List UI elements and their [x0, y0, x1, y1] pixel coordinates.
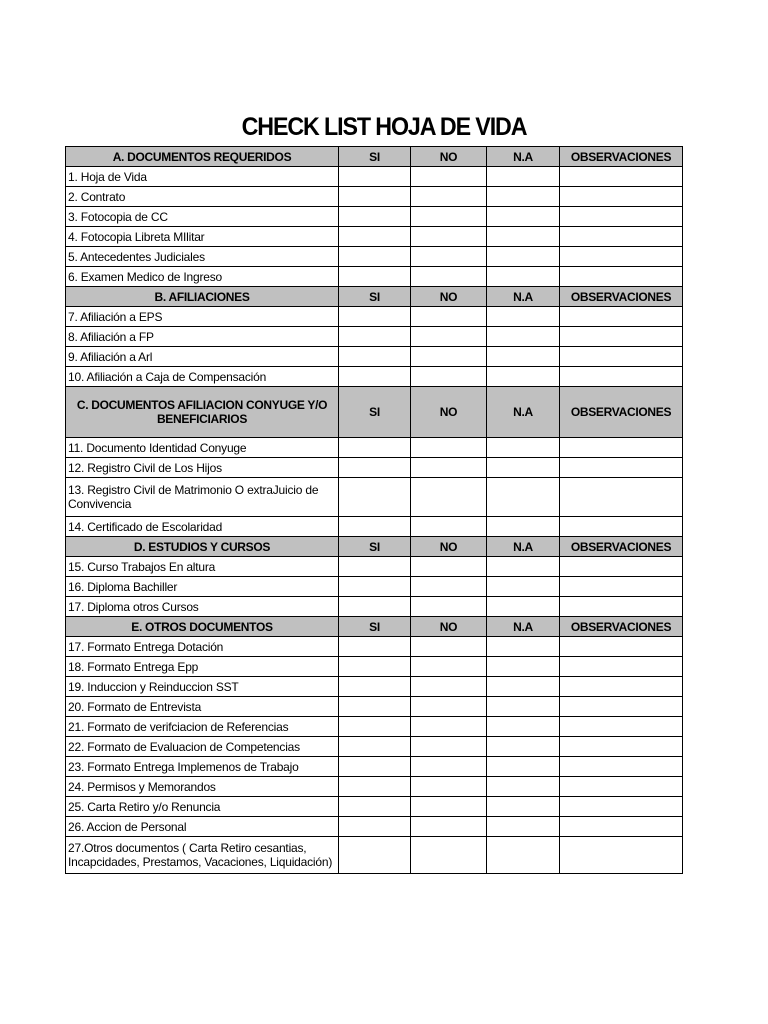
si-cell[interactable] [339, 247, 411, 267]
item-label: 5. Antecedentes Judiciales [66, 247, 339, 267]
item-label: 24. Permisos y Memorandos [66, 777, 339, 797]
no-cell[interactable] [411, 597, 487, 617]
section-header-row [66, 617, 683, 637]
item-label: 26. Accion de Personal [66, 817, 339, 837]
column-si: SI [339, 617, 411, 637]
na-cell[interactable] [487, 677, 560, 697]
no-cell[interactable] [411, 247, 487, 267]
observaciones-cell[interactable] [560, 267, 683, 287]
table-row [66, 657, 683, 677]
si-cell[interactable] [339, 367, 411, 387]
column-na: N.A [487, 537, 560, 557]
table-row [66, 167, 683, 187]
section-header: E. OTROS DOCUMENTOS [66, 617, 339, 637]
item-label: 23. Formato Entrega Implemenos de Trabajo [66, 757, 339, 777]
table-row [66, 247, 683, 267]
no-cell[interactable] [411, 207, 487, 227]
section-header: D. ESTUDIOS Y CURSOS [66, 537, 339, 557]
na-cell[interactable] [487, 247, 560, 267]
si-cell[interactable] [339, 817, 411, 837]
observaciones-cell[interactable] [560, 777, 683, 797]
si-cell[interactable] [339, 797, 411, 817]
si-cell[interactable] [339, 327, 411, 347]
table-row [66, 227, 683, 247]
table-row [66, 737, 683, 757]
na-cell[interactable] [487, 837, 560, 874]
na-cell[interactable] [487, 227, 560, 247]
column-na: N.A [487, 387, 560, 438]
na-cell[interactable] [487, 167, 560, 187]
column-no: NO [411, 387, 487, 438]
item-label: 27.Otros documentos ( Carta Retiro cesantias, Incapcidades, Prestamos, Vacaciones, Liquidación) [66, 837, 339, 874]
na-cell[interactable] [487, 557, 560, 577]
table-row [66, 187, 683, 207]
section-header-row [66, 387, 683, 438]
column-observaciones: OBSERVACIONES [560, 147, 683, 167]
na-cell[interactable] [487, 717, 560, 737]
table-row [66, 458, 683, 478]
table-row [66, 817, 683, 837]
si-cell[interactable] [339, 187, 411, 207]
si-cell[interactable] [339, 307, 411, 327]
section-header: C. DOCUMENTOS AFILIACION CONYUGE Y/O BENEFICIARIOS [66, 387, 339, 438]
observaciones-cell[interactable] [560, 517, 683, 537]
table-row [66, 637, 683, 657]
no-cell[interactable] [411, 187, 487, 207]
section-header-row [66, 287, 683, 307]
si-cell[interactable] [339, 167, 411, 187]
no-cell[interactable] [411, 478, 487, 517]
si-cell[interactable] [339, 577, 411, 597]
table-row [66, 207, 683, 227]
observaciones-cell[interactable] [560, 757, 683, 777]
table-row [66, 267, 683, 287]
column-na: N.A [487, 147, 560, 167]
si-cell[interactable] [339, 597, 411, 617]
table-row [66, 677, 683, 697]
na-cell[interactable] [487, 737, 560, 757]
observaciones-cell[interactable] [560, 697, 683, 717]
table-row [66, 597, 683, 617]
item-label: 17. Formato Entrega Dotación [66, 637, 339, 657]
no-cell[interactable] [411, 817, 487, 837]
item-label: 17. Diploma otros Cursos [66, 597, 339, 617]
column-si: SI [339, 537, 411, 557]
na-cell[interactable] [487, 458, 560, 478]
column-no: NO [411, 147, 487, 167]
column-observaciones: OBSERVACIONES [560, 617, 683, 637]
table-row [66, 697, 683, 717]
na-cell[interactable] [487, 187, 560, 207]
table-row [66, 577, 683, 597]
si-cell[interactable] [339, 757, 411, 777]
table-row [66, 517, 683, 537]
item-label: 25. Carta Retiro y/o Renuncia [66, 797, 339, 817]
si-cell[interactable] [339, 777, 411, 797]
item-label: 10. Afiliación a Caja de Compensación [66, 367, 339, 387]
si-cell[interactable] [339, 347, 411, 367]
item-label: 4. Fotocopia Libreta MIlitar [66, 227, 339, 247]
column-si: SI [339, 147, 411, 167]
column-no: NO [411, 617, 487, 637]
observaciones-cell[interactable] [560, 737, 683, 757]
no-cell[interactable] [411, 557, 487, 577]
no-cell[interactable] [411, 267, 487, 287]
no-cell[interactable] [411, 347, 487, 367]
si-cell[interactable] [339, 657, 411, 677]
column-observaciones: OBSERVACIONES [560, 537, 683, 557]
observaciones-cell[interactable] [560, 438, 683, 458]
table-row [66, 717, 683, 737]
item-label: 13. Registro Civil de Matrimonio O extraJuicio de Convivencia [66, 478, 339, 517]
observaciones-cell[interactable] [560, 478, 683, 517]
no-cell[interactable] [411, 777, 487, 797]
no-cell[interactable] [411, 458, 487, 478]
table-row [66, 327, 683, 347]
si-cell[interactable] [339, 717, 411, 737]
table-row [66, 438, 683, 458]
na-cell[interactable] [487, 797, 560, 817]
na-cell[interactable] [487, 637, 560, 657]
item-label: 7. Afiliación a EPS [66, 307, 339, 327]
item-label: 12. Registro Civil de Los Hijos [66, 458, 339, 478]
table-row [66, 307, 683, 327]
na-cell[interactable] [487, 577, 560, 597]
observaciones-cell[interactable] [560, 677, 683, 697]
si-cell[interactable] [339, 207, 411, 227]
column-na: N.A [487, 287, 560, 307]
na-cell[interactable] [487, 307, 560, 327]
no-cell[interactable] [411, 517, 487, 537]
item-label: 8. Afiliación a FP [66, 327, 339, 347]
item-label: 20. Formato de Entrevista [66, 697, 339, 717]
table-row [66, 367, 683, 387]
column-no: NO [411, 287, 487, 307]
na-cell[interactable] [487, 438, 560, 458]
na-cell[interactable] [487, 657, 560, 677]
item-label: 18. Formato Entrega Epp [66, 657, 339, 677]
item-label: 19. Induccion y Reinduccion SST [66, 677, 339, 697]
observaciones-cell[interactable] [560, 187, 683, 207]
na-cell[interactable] [487, 757, 560, 777]
observaciones-cell[interactable] [560, 207, 683, 227]
si-cell[interactable] [339, 837, 411, 874]
page-title: CHECK LIST HOJA DE VIDA [241, 113, 527, 141]
observaciones-cell[interactable] [560, 637, 683, 657]
table-row [66, 837, 683, 874]
section-header-row [66, 147, 683, 167]
no-cell[interactable] [411, 677, 487, 697]
si-cell[interactable] [339, 458, 411, 478]
observaciones-cell[interactable] [560, 327, 683, 347]
observaciones-cell[interactable] [560, 247, 683, 267]
no-cell[interactable] [411, 657, 487, 677]
na-cell[interactable] [487, 697, 560, 717]
item-label: 15. Curso Trabajos En altura [66, 557, 339, 577]
observaciones-cell[interactable] [560, 347, 683, 367]
observaciones-cell[interactable] [560, 577, 683, 597]
item-label: 9. Afiliación a Arl [66, 347, 339, 367]
no-cell[interactable] [411, 757, 487, 777]
table-row [66, 757, 683, 777]
no-cell[interactable] [411, 637, 487, 657]
si-cell[interactable] [339, 227, 411, 247]
observaciones-cell[interactable] [560, 597, 683, 617]
column-observaciones: OBSERVACIONES [560, 287, 683, 307]
column-si: SI [339, 287, 411, 307]
no-cell[interactable] [411, 307, 487, 327]
observaciones-cell[interactable] [560, 657, 683, 677]
table-row [66, 347, 683, 367]
no-cell[interactable] [411, 697, 487, 717]
table-row [66, 777, 683, 797]
section-header: A. DOCUMENTOS REQUERIDOS [66, 147, 339, 167]
si-cell[interactable] [339, 737, 411, 757]
observaciones-cell[interactable] [560, 367, 683, 387]
item-label: 16. Diploma Bachiller [66, 577, 339, 597]
no-cell[interactable] [411, 837, 487, 874]
no-cell[interactable] [411, 367, 487, 387]
observaciones-cell[interactable] [560, 557, 683, 577]
checklist-body [66, 147, 683, 874]
na-cell[interactable] [487, 777, 560, 797]
si-cell[interactable] [339, 478, 411, 517]
si-cell[interactable] [339, 557, 411, 577]
na-cell[interactable] [487, 367, 560, 387]
column-si: SI [339, 387, 411, 438]
na-cell[interactable] [487, 207, 560, 227]
na-cell[interactable] [487, 517, 560, 537]
na-cell[interactable] [487, 267, 560, 287]
si-cell[interactable] [339, 517, 411, 537]
observaciones-cell[interactable] [560, 307, 683, 327]
section-header-row [66, 537, 683, 557]
item-label: 22. Formato de Evaluacion de Competencias [66, 737, 339, 757]
column-observaciones: OBSERVACIONES [560, 387, 683, 438]
na-cell[interactable] [487, 478, 560, 517]
observaciones-cell[interactable] [560, 227, 683, 247]
si-cell[interactable] [339, 438, 411, 458]
item-label: 14. Certificado de Escolaridad [66, 517, 339, 537]
na-cell[interactable] [487, 327, 560, 347]
item-label: 21. Formato de verifciacion de Referencias [66, 717, 339, 737]
section-header: B. AFILIACIONES [66, 287, 339, 307]
no-cell[interactable] [411, 797, 487, 817]
si-cell[interactable] [339, 267, 411, 287]
observaciones-cell[interactable] [560, 167, 683, 187]
table-row [66, 557, 683, 577]
si-cell[interactable] [339, 677, 411, 697]
si-cell[interactable] [339, 637, 411, 657]
observaciones-cell[interactable] [560, 837, 683, 874]
table-row [66, 797, 683, 817]
observaciones-cell[interactable] [560, 797, 683, 817]
item-label: 11. Documento Identidad Conyuge [66, 438, 339, 458]
no-cell[interactable] [411, 327, 487, 347]
observaciones-cell[interactable] [560, 458, 683, 478]
no-cell[interactable] [411, 227, 487, 247]
observaciones-cell[interactable] [560, 817, 683, 837]
item-label: 1. Hoja de Vida [66, 167, 339, 187]
na-cell[interactable] [487, 347, 560, 367]
si-cell[interactable] [339, 697, 411, 717]
na-cell[interactable] [487, 817, 560, 837]
column-na: N.A [487, 617, 560, 637]
no-cell[interactable] [411, 737, 487, 757]
no-cell[interactable] [411, 577, 487, 597]
column-no: NO [411, 537, 487, 557]
checklist-table [65, 146, 683, 874]
table-row [66, 478, 683, 517]
no-cell[interactable] [411, 167, 487, 187]
item-label: 3. Fotocopia de CC [66, 207, 339, 227]
no-cell[interactable] [411, 438, 487, 458]
observaciones-cell[interactable] [560, 717, 683, 737]
no-cell[interactable] [411, 717, 487, 737]
na-cell[interactable] [487, 597, 560, 617]
item-label: 2. Contrato [66, 187, 339, 207]
item-label: 6. Examen Medico de Ingreso [66, 267, 339, 287]
